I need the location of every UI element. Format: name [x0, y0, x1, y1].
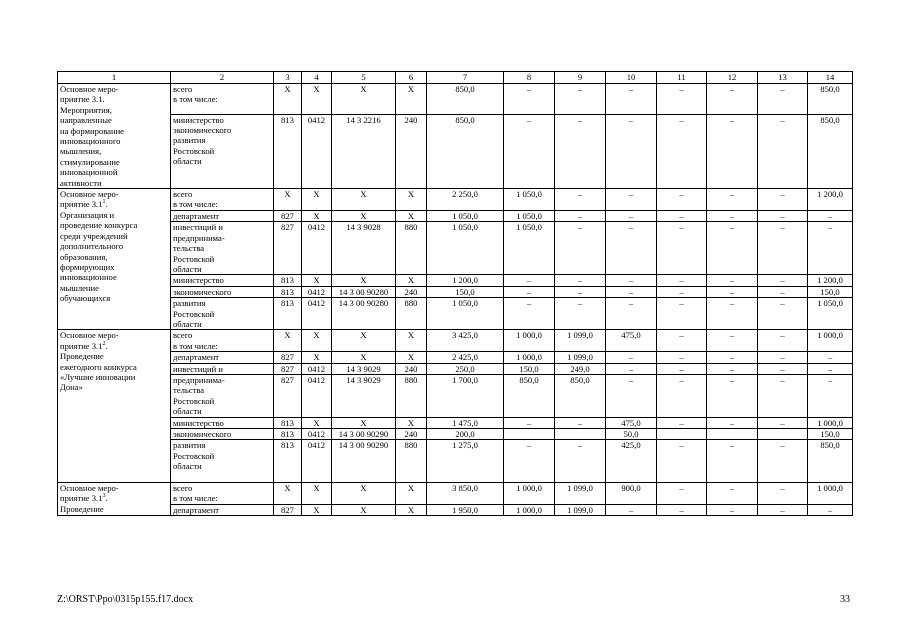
value-cell: 14 3 00 90290	[332, 440, 396, 483]
table-row	[58, 189, 853, 211]
value-cell: 425,0	[606, 440, 657, 483]
column-header: 6	[396, 72, 427, 84]
value-cell: 850,0	[808, 440, 853, 483]
value-cell: –	[707, 483, 758, 505]
value-cell: 880	[396, 298, 427, 330]
table-row	[58, 363, 853, 374]
value-cell: –	[707, 189, 758, 211]
table-row	[58, 504, 853, 515]
value-cell: –	[555, 84, 606, 115]
executor-cell: развития Ростовской области	[171, 298, 274, 330]
value-cell: 14 3 00 90280	[332, 286, 396, 297]
value-cell: 827	[274, 352, 302, 363]
executor-cell: министерство	[171, 417, 274, 428]
column-header: 2	[171, 72, 274, 84]
executor-cell: экономического	[171, 286, 274, 297]
value-cell: 1 200,0	[808, 189, 853, 211]
value-cell	[657, 429, 707, 440]
value-cell: –	[606, 352, 657, 363]
value-cell: 475,0	[606, 330, 657, 352]
value-cell: –	[657, 504, 707, 515]
measure-name	[58, 84, 171, 189]
page-number: 33	[840, 594, 850, 605]
value-cell: –	[758, 298, 808, 330]
table-row	[58, 298, 853, 330]
value-cell: 1 099,0	[555, 483, 606, 505]
value-cell: 14 3 00 90290	[332, 429, 396, 440]
value-cell: 3 850,0	[427, 483, 504, 505]
value-cell: 813	[274, 275, 302, 286]
value-cell: 813	[274, 298, 302, 330]
measure-line: стимулирование	[60, 156, 120, 167]
value-cell: –	[808, 504, 853, 515]
value-cell: –	[758, 483, 808, 505]
value-cell: –	[504, 114, 555, 188]
column-header: 5	[332, 72, 396, 84]
value-cell: 0412	[302, 363, 332, 374]
measure-line: образования,	[60, 251, 108, 262]
value-cell	[504, 429, 555, 440]
value-cell: –	[606, 114, 657, 188]
value-cell: –	[657, 417, 707, 428]
value-cell: 1 050,0	[808, 298, 853, 330]
executor-cell: департамент	[171, 352, 274, 363]
value-cell: 1 475,0	[427, 417, 504, 428]
value-cell: 1 099,0	[555, 352, 606, 363]
value-cell: 813	[274, 440, 302, 483]
value-cell: –	[657, 330, 707, 352]
measure-line: Проведение	[60, 503, 104, 514]
value-cell: 827	[274, 504, 302, 515]
value-cell: 1 050,0	[427, 210, 504, 221]
column-header: 8	[504, 72, 555, 84]
measure-line: ежегодного конкурса	[60, 361, 137, 372]
value-cell: 240	[396, 114, 427, 188]
value-cell: 1 099,0	[555, 504, 606, 515]
value-cell: 150,0	[808, 429, 853, 440]
executor-cell: министерство	[171, 275, 274, 286]
value-cell: –	[707, 114, 758, 188]
value-cell: 150,0	[808, 286, 853, 297]
value-cell: X	[274, 330, 302, 352]
executor-cell: министерство экономического развития Ростовской области	[171, 114, 274, 188]
measure-line: проведение конкурса	[60, 220, 138, 231]
value-cell: –	[657, 440, 707, 483]
value-cell: –	[808, 222, 853, 275]
value-cell: 1 200,0	[808, 275, 853, 286]
table-row	[58, 114, 853, 188]
value-cell: 240	[396, 429, 427, 440]
column-header: 9	[555, 72, 606, 84]
value-cell: 850,0	[427, 84, 504, 115]
measure-line: приятие $3.1^3$.	[60, 493, 108, 504]
measure-line: активности	[60, 177, 102, 188]
value-cell: –	[758, 440, 808, 483]
column-header: 13	[758, 72, 808, 84]
measure-name	[58, 330, 171, 483]
value-cell: 1 000,0	[808, 417, 853, 428]
value-cell: 880	[396, 222, 427, 275]
measure-line: Основное меро-	[60, 483, 119, 494]
measure-name	[58, 189, 171, 330]
table-row	[58, 440, 853, 483]
executor-cell: предпринима- тельства Ростовской области	[171, 374, 274, 417]
executor-cell: инвестиций и	[171, 363, 274, 374]
value-cell: –	[555, 210, 606, 221]
value-cell: 0412	[302, 440, 332, 483]
value-cell: 0412	[302, 286, 332, 297]
value-cell: –	[504, 84, 555, 115]
value-cell: 1 000,0	[808, 330, 853, 352]
value-cell: X	[396, 84, 427, 115]
measure-line: Основное меро-	[60, 84, 119, 94]
value-cell: X	[396, 330, 427, 352]
column-header: 4	[302, 72, 332, 84]
value-cell: –	[758, 222, 808, 275]
value-cell: X	[332, 189, 396, 211]
value-cell: –	[657, 189, 707, 211]
value-cell: –	[606, 286, 657, 297]
value-cell: –	[808, 352, 853, 363]
value-cell: 240	[396, 286, 427, 297]
value-cell: –	[606, 363, 657, 374]
value-cell: X	[332, 417, 396, 428]
value-cell: 2 250,0	[427, 189, 504, 211]
value-cell: X	[332, 330, 396, 352]
value-cell: 14 3 2216	[332, 114, 396, 188]
value-cell: –	[606, 210, 657, 221]
value-cell: 1 050,0	[427, 222, 504, 275]
value-cell: –	[657, 483, 707, 505]
table-row	[58, 222, 853, 275]
measure-line: инновационного	[60, 136, 121, 147]
value-cell: X	[396, 189, 427, 211]
value-cell: –	[657, 114, 707, 188]
value-cell: –	[758, 352, 808, 363]
value-cell: X	[302, 275, 332, 286]
value-cell: 14 3 9029	[332, 363, 396, 374]
value-cell: 250,0	[427, 363, 504, 374]
value-cell: 14 3 9028	[332, 222, 396, 275]
value-cell: 827	[274, 363, 302, 374]
measure-line: дополнительного	[60, 241, 124, 252]
value-cell: 1 000,0	[504, 504, 555, 515]
value-cell: –	[758, 417, 808, 428]
value-cell: 813	[274, 286, 302, 297]
value-cell: –	[555, 417, 606, 428]
value-cell: 827	[274, 222, 302, 275]
value-cell: X	[396, 504, 427, 515]
value-cell: 0412	[302, 222, 332, 275]
value-cell: 1 275,0	[427, 440, 504, 483]
footnote-mark: 2	[102, 340, 106, 347]
value-cell: 1 000,0	[504, 330, 555, 352]
value-cell: X	[332, 275, 396, 286]
measure-line: Основное меро-	[60, 189, 119, 200]
value-cell: –	[657, 298, 707, 330]
value-cell: –	[606, 222, 657, 275]
value-cell: 813	[274, 114, 302, 188]
measure-line: Основное меро-	[60, 330, 119, 341]
value-cell: –	[606, 504, 657, 515]
value-cell: 827	[274, 210, 302, 221]
value-cell: –	[555, 275, 606, 286]
value-cell: 813	[274, 417, 302, 428]
value-cell: X	[332, 352, 396, 363]
value-cell: 475,0	[606, 417, 657, 428]
value-cell: –	[707, 374, 758, 417]
value-cell: –	[707, 84, 758, 115]
value-cell: 1 200,0	[427, 275, 504, 286]
value-cell: X	[396, 417, 427, 428]
value-cell: –	[758, 114, 808, 188]
value-cell: 813	[274, 429, 302, 440]
value-cell: 14 3 9029	[332, 374, 396, 417]
table-row	[58, 275, 853, 286]
value-cell: X	[302, 417, 332, 428]
table-row	[58, 352, 853, 363]
measure-line: Организация и	[60, 209, 115, 220]
value-cell: –	[657, 352, 707, 363]
value-cell: 850,0	[427, 114, 504, 188]
value-cell: X	[302, 330, 332, 352]
value-cell: –	[555, 298, 606, 330]
column-header: 10	[606, 72, 657, 84]
executor-cell: всего в том числе:	[171, 483, 274, 505]
measure-line: направленные	[60, 115, 112, 126]
value-cell: –	[808, 374, 853, 417]
value-cell: –	[606, 275, 657, 286]
value-cell: –	[707, 298, 758, 330]
value-cell: –	[758, 330, 808, 352]
value-cell: 0412	[302, 298, 332, 330]
column-header: 14	[808, 72, 853, 84]
table-row	[58, 483, 853, 505]
measure-line: инновационное	[60, 272, 117, 283]
value-cell: –	[657, 286, 707, 297]
value-cell: –	[555, 440, 606, 483]
value-cell: –	[707, 222, 758, 275]
value-cell: 1 950,0	[427, 504, 504, 515]
value-cell: X	[274, 483, 302, 505]
measure-line: обучающихся	[60, 293, 111, 304]
value-cell: –	[555, 286, 606, 297]
table-row	[58, 84, 853, 115]
column-header: 12	[707, 72, 758, 84]
value-cell: –	[707, 275, 758, 286]
measure-line: среди учреждений	[60, 230, 128, 241]
value-cell: 3 425,0	[427, 330, 504, 352]
measure-line: приятие 3.1.	[60, 94, 105, 105]
measure-line: приятие $3.1^2$.	[60, 340, 108, 351]
value-cell: 249,0	[555, 363, 606, 374]
measure-line: Проведение	[60, 351, 104, 362]
value-cell: –	[657, 210, 707, 221]
measure-line: инновационной	[60, 167, 118, 178]
value-cell: 0412	[302, 114, 332, 188]
value-cell: 880	[396, 374, 427, 417]
value-cell: –	[758, 84, 808, 115]
measure-line: Мероприятия,	[60, 104, 112, 115]
footer-file-path: Z:\ORST\Ppo\0315p155.f17.docx	[57, 594, 194, 605]
value-cell: 1 000,0	[504, 483, 555, 505]
value-cell: X	[332, 483, 396, 505]
table-row	[58, 286, 853, 297]
value-cell: –	[555, 189, 606, 211]
value-cell: 14 3 00 90280	[332, 298, 396, 330]
value-cell: 1 700,0	[427, 374, 504, 417]
measure-line: Дона»	[60, 382, 83, 393]
value-cell: X	[302, 189, 332, 211]
value-cell: X	[302, 504, 332, 515]
value-cell: X	[274, 84, 302, 115]
value-cell: 880	[396, 440, 427, 483]
value-cell: –	[504, 440, 555, 483]
value-cell: –	[758, 363, 808, 374]
value-cell: –	[657, 275, 707, 286]
value-cell: –	[758, 374, 808, 417]
value-cell: 1 050,0	[504, 222, 555, 275]
value-cell: X	[396, 210, 427, 221]
value-cell: –	[808, 363, 853, 374]
table-row	[58, 330, 853, 352]
value-cell: 200,0	[427, 429, 504, 440]
measure-line: мышления,	[60, 146, 102, 157]
value-cell: –	[707, 330, 758, 352]
value-cell: 827	[274, 374, 302, 417]
measure-line: «Лучшие инновации	[60, 371, 136, 382]
table-row	[58, 417, 853, 428]
value-cell: –	[657, 84, 707, 115]
value-cell: –	[758, 504, 808, 515]
value-cell: –	[555, 114, 606, 188]
measure-line: на формирование	[60, 125, 124, 136]
value-cell: 0412	[302, 429, 332, 440]
executor-cell: департамент	[171, 504, 274, 515]
footnote-mark: 1	[102, 199, 106, 206]
value-cell: 1 000,0	[808, 483, 853, 505]
value-cell: –	[707, 286, 758, 297]
value-cell: X	[274, 189, 302, 211]
value-cell: 900,0	[606, 483, 657, 505]
value-cell: 150,0	[504, 363, 555, 374]
value-cell: 1 099,0	[555, 330, 606, 352]
value-cell: –	[707, 504, 758, 515]
executor-cell: всего в том числе:	[171, 189, 274, 211]
value-cell: –	[707, 352, 758, 363]
value-cell	[555, 429, 606, 440]
executor-cell: всего в том числе:	[171, 330, 274, 352]
value-cell: 1 000,0	[504, 352, 555, 363]
value-cell: X	[302, 483, 332, 505]
value-cell: –	[808, 210, 853, 221]
column-header: 3	[274, 72, 302, 84]
value-cell: X	[332, 504, 396, 515]
value-cell: –	[657, 222, 707, 275]
measure-line: приятие $3.1^1$.	[60, 199, 108, 210]
value-cell: –	[606, 189, 657, 211]
table-row	[58, 374, 853, 417]
value-cell: –	[758, 189, 808, 211]
value-cell: X	[396, 352, 427, 363]
value-cell: 850,0	[504, 374, 555, 417]
executor-cell: департамент	[171, 210, 274, 221]
executor-cell: развития Ростовской области	[171, 440, 274, 483]
table-row	[58, 210, 853, 221]
value-cell: 1 050,0	[504, 210, 555, 221]
value-cell: –	[707, 210, 758, 221]
value-cell: X	[302, 210, 332, 221]
executor-cell: экономического	[171, 429, 274, 440]
value-cell: 240	[396, 363, 427, 374]
value-cell: 0412	[302, 374, 332, 417]
column-header: 1	[58, 72, 171, 84]
value-cell: –	[707, 440, 758, 483]
value-cell: 1 050,0	[427, 298, 504, 330]
value-cell: X	[302, 352, 332, 363]
budget-table	[57, 71, 853, 516]
executor-cell: инвестиций и предпринима- тельства Ростовской области	[171, 222, 274, 275]
value-cell: X	[396, 275, 427, 286]
value-cell: X	[332, 84, 396, 115]
value-cell: X	[332, 210, 396, 221]
column-header: 7	[427, 72, 504, 84]
value-cell: 850,0	[808, 114, 853, 188]
value-cell	[707, 429, 758, 440]
executor-cell: всего в том числе:	[171, 84, 274, 115]
value-cell: 850,0	[555, 374, 606, 417]
value-cell: –	[657, 363, 707, 374]
column-header: 11	[657, 72, 707, 84]
value-cell	[758, 429, 808, 440]
value-cell: –	[657, 374, 707, 417]
value-cell: –	[606, 374, 657, 417]
value-cell: –	[707, 363, 758, 374]
value-cell: –	[707, 417, 758, 428]
value-cell: –	[606, 84, 657, 115]
value-cell: –	[504, 275, 555, 286]
value-cell: 850,0	[808, 84, 853, 115]
value-cell: X	[302, 84, 332, 115]
measure-line: мышление	[60, 282, 99, 293]
value-cell: –	[758, 210, 808, 221]
value-cell: –	[504, 417, 555, 428]
measure-name	[58, 483, 171, 516]
value-cell: –	[504, 298, 555, 330]
footnote-mark: 3	[102, 493, 106, 500]
value-cell: 150,0	[427, 286, 504, 297]
value-cell: –	[504, 286, 555, 297]
value-cell: –	[555, 222, 606, 275]
measure-line: формирующих	[60, 261, 115, 272]
value-cell: X	[396, 483, 427, 505]
value-cell: 50,0	[606, 429, 657, 440]
value-cell: –	[758, 286, 808, 297]
value-cell: 2 425,0	[427, 352, 504, 363]
value-cell: –	[758, 275, 808, 286]
value-cell: 1 050,0	[504, 189, 555, 211]
value-cell: –	[606, 298, 657, 330]
table-row	[58, 429, 853, 440]
